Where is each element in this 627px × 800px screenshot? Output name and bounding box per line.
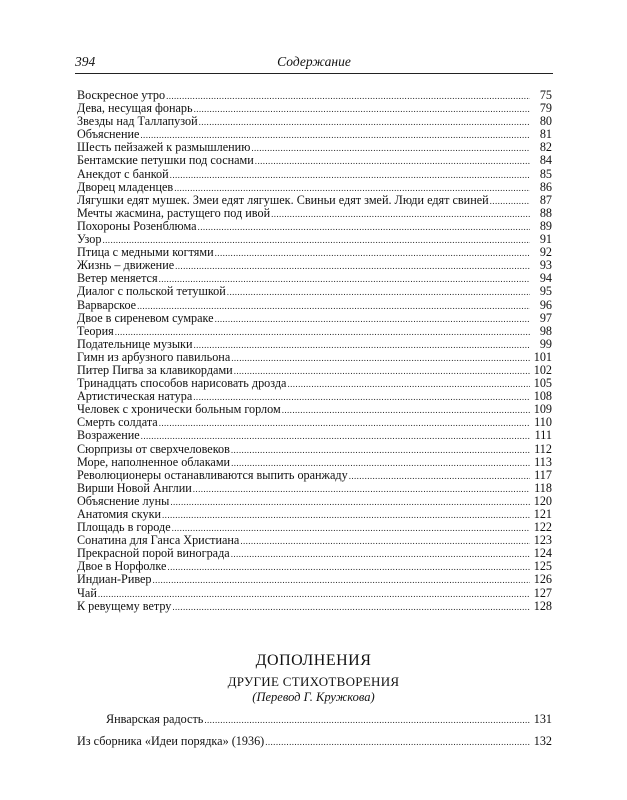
entry-page: 128	[533, 598, 552, 613]
entry-title: Анекдот с банкой	[77, 166, 169, 181]
entry-title: Дева, несущая фонарь	[77, 101, 193, 116]
entry-page: 89	[539, 218, 552, 233]
entry-title: Возражение	[77, 428, 140, 443]
toc-entry	[77, 587, 552, 600]
entry-title: Сонатина для Ганса Христиана	[77, 533, 240, 548]
entry-page: 87	[539, 192, 552, 207]
entry-page: 94	[539, 271, 552, 286]
entry-page: 113	[534, 454, 552, 469]
dot-leader	[170, 169, 530, 182]
toc-entry	[77, 469, 552, 482]
entry-page: 127	[533, 585, 552, 600]
entry-page: 80	[539, 114, 552, 129]
entry-page: 108	[533, 389, 552, 404]
toc-entry	[77, 299, 552, 312]
entry-title: Воскресное утро	[77, 88, 166, 102]
entry-page: 124	[533, 546, 552, 561]
toc-entry	[77, 194, 552, 207]
toc-entry	[77, 573, 552, 586]
entry-title: К ревущему ветру	[77, 598, 172, 613]
entry-page: 125	[533, 559, 552, 574]
dot-leader	[198, 221, 530, 234]
toc-entry	[77, 600, 552, 613]
entry-title: Человек с хронически больным горлом	[77, 402, 281, 417]
entry-page: 85	[539, 166, 552, 181]
entry-title: Революционеры останавливаются выпить оранжаду	[77, 467, 348, 482]
dot-leader	[172, 601, 530, 614]
dot-leader	[282, 404, 530, 417]
entry-page: 102	[533, 362, 552, 377]
running-title: Содержание	[277, 54, 351, 69]
dot-leader	[175, 260, 530, 273]
toc-entry	[77, 220, 552, 233]
dot-leader	[231, 444, 530, 457]
header-rule	[75, 73, 553, 74]
entry-page: 123	[533, 533, 552, 548]
entry-title: Объяснение луны	[77, 493, 170, 508]
entry-page: 92	[539, 245, 552, 260]
entry-page: 84	[539, 153, 552, 168]
entry-page: 117	[534, 467, 552, 482]
entry-page: 101	[533, 349, 552, 364]
entry-title: Индиан-Ривер	[77, 572, 152, 587]
toc-entry	[77, 154, 552, 167]
dot-leader	[349, 470, 530, 483]
entry-title: Питер Пигва за клавикордами	[77, 362, 233, 377]
toc-entry	[77, 312, 552, 325]
toc-entry	[77, 285, 552, 298]
toc-entry	[77, 482, 552, 495]
sub-heading: ДРУГИЕ СТИХОТВОРЕНИЯ	[227, 674, 400, 689]
dot-leader	[215, 313, 530, 326]
dot-leader	[166, 90, 530, 103]
entry-page: 93	[539, 258, 552, 273]
entry-page: 99	[539, 336, 552, 351]
toc-entry	[77, 351, 552, 364]
entry-title: Из сборника «Идеи порядка» (1936)	[77, 734, 265, 748]
entry-title: Чай	[77, 585, 97, 600]
entry-page: 109	[533, 402, 552, 417]
section-heading: ДОПОЛНЕНИЯ	[255, 652, 372, 669]
entry-title: Дворец младенцев	[77, 179, 174, 194]
dot-leader	[227, 286, 530, 299]
entry-page: 118	[534, 480, 552, 495]
entry-page: 111	[534, 428, 552, 443]
entry-title: Тринадцать способов нарисовать дрозда	[77, 376, 287, 391]
dot-leader	[287, 378, 530, 391]
entry-page: 121	[533, 507, 552, 521]
entry-page: 105	[533, 376, 552, 391]
entry-title: Артистическая натура	[77, 389, 193, 404]
entry-title: Птица с медными когтями	[77, 245, 214, 260]
toc-entry	[77, 429, 552, 442]
toc-entry	[77, 168, 552, 181]
entry-title: Двое в сиреневом сумраке	[77, 310, 214, 325]
entry-page: 96	[539, 297, 552, 312]
entry-page: 120	[533, 493, 552, 508]
entry-title: Площадь в городе	[77, 520, 171, 535]
dot-leader	[194, 103, 530, 116]
entry-page: 112	[534, 441, 552, 456]
entry-page: 81	[539, 127, 552, 142]
entry-title: Мечты жасмина, растущего под ивой	[77, 205, 271, 220]
entry-page: 82	[539, 140, 552, 155]
toc-entry	[77, 416, 552, 429]
toc-entry	[77, 456, 552, 469]
toc-entry	[77, 181, 552, 194]
entry-title: Теория	[77, 323, 114, 338]
entry-page: 132	[533, 734, 552, 748]
toc-entry	[77, 443, 552, 456]
entry-title: Узор	[77, 232, 102, 247]
dot-leader	[231, 352, 530, 365]
dot-leader	[170, 496, 530, 509]
entry-title: Вирши Новой Англии	[77, 480, 192, 495]
entry-page: 79	[539, 101, 552, 116]
entry-page: 75	[539, 88, 552, 102]
entry-title: Море, наполненное облаками	[77, 454, 231, 469]
entry-page: 86	[539, 179, 552, 194]
dot-leader	[204, 713, 530, 727]
entry-page: 98	[539, 323, 552, 338]
dot-leader	[265, 735, 530, 749]
entry-page: 97	[539, 310, 552, 325]
appendix-entry	[77, 712, 552, 726]
dot-leader	[490, 195, 530, 208]
dot-leader	[159, 417, 530, 430]
entry-title: Сюрпризы от сверхчеловеков	[77, 441, 230, 456]
entry-title: Подательнице музыки	[77, 336, 193, 351]
entry-title: Похороны Розенблюма	[77, 218, 197, 233]
entry-title: Ветер меняется	[77, 271, 158, 286]
dot-leader	[215, 247, 530, 260]
toc-entry	[77, 207, 552, 220]
page-header	[75, 54, 553, 74]
dot-leader	[194, 339, 531, 352]
entry-page: 131	[533, 712, 552, 726]
dot-leader	[231, 548, 530, 561]
entry-page: 126	[533, 572, 552, 587]
entry-title: Диалог с польской тетушкой	[77, 284, 226, 299]
dot-leader	[271, 208, 530, 221]
entry-title: Смерть солдата	[77, 415, 158, 430]
dot-leader	[240, 535, 530, 548]
entry-title: Объяснение	[77, 127, 140, 142]
entry-title: Шесть пейзажей к размышлению	[77, 140, 251, 155]
entry-page: 95	[539, 284, 552, 299]
entry-title: Прекрасной порой винограда	[77, 546, 230, 561]
entry-page: 110	[534, 415, 552, 430]
entry-title: Бентамские петушки под соснами	[77, 153, 254, 168]
entry-title: Двое в Норфолке	[77, 559, 167, 574]
entry-title: Варварское	[77, 297, 137, 312]
entry-title: Звезды над Таллапузой	[77, 114, 198, 129]
dot-leader	[153, 574, 530, 587]
entry-page: 88	[539, 205, 552, 220]
toc-entry	[77, 325, 552, 338]
page-number: 394	[75, 54, 96, 69]
table-of-contents	[77, 89, 552, 613]
entry-title: Лягушки едят мушек. Змеи едят лягушек. Свиньи едят змей. Люди едят свиней	[77, 192, 489, 207]
entry-title: Анатомия скуки	[77, 507, 162, 521]
toc-entry	[77, 115, 552, 128]
entry-title: Жизнь – движение	[77, 258, 175, 273]
dot-leader	[199, 116, 530, 129]
translator-note: (Перевод Г. Кружкова)	[252, 690, 375, 704]
dot-leader	[167, 561, 530, 574]
entry-title: Гимн из арбузного павильона	[77, 349, 231, 364]
toc-entry	[77, 338, 552, 351]
dot-leader	[193, 483, 530, 496]
dot-leader	[251, 142, 530, 155]
dot-leader	[162, 509, 530, 522]
entry-page: 122	[533, 520, 552, 535]
entry-page: 91	[539, 232, 552, 247]
appendix-entry	[77, 734, 552, 748]
entry-title: Январская радость	[106, 712, 204, 726]
dot-leader	[255, 155, 530, 168]
